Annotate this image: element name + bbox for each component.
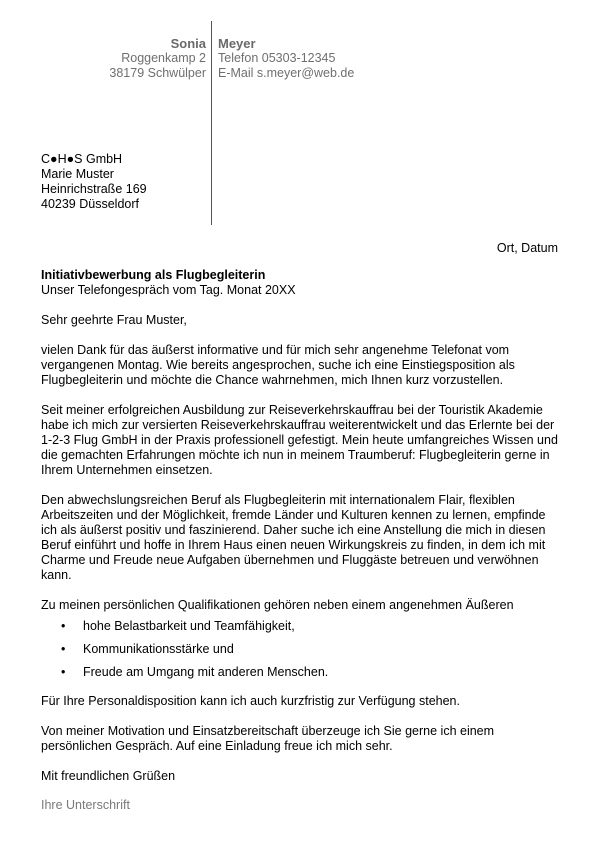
qualifications-list	[41, 619, 561, 680]
place-date: Ort, Datum	[496, 241, 558, 255]
recipient-company: C●H●S GmbH	[41, 152, 123, 166]
sender-city: 38179 Schwülper	[109, 66, 206, 80]
sender-street: Roggenkamp 2	[121, 51, 206, 65]
paragraph-qualifications-intro: Zu meinen persönlichen Qualifikationen gehören neben einem angenehmen Äußeren	[41, 598, 514, 612]
sender-last-name: Meyer	[218, 36, 256, 51]
sender-email: E-Mail s.meyer@web.de	[218, 66, 355, 80]
bullet-icon: •	[61, 665, 66, 679]
list-item-text: Kommunikationsstärke und	[83, 642, 234, 656]
recipient-street: Heinrichstraße 169	[41, 182, 147, 196]
recipient-contact: Marie Muster	[41, 167, 114, 181]
list-item-text: hohe Belastbarkeit und Teamfähigkeit,	[83, 619, 295, 633]
bullet-icon: •	[61, 619, 66, 633]
paragraph-experience: Seit meiner erfolgreichen Ausbildung zur Reiseverkehrskauffrau bei der Touristik Akademie habe ich mich zur versierten Reiseverkehrskauffrau weiterentwickelt und das Erlernte bei der 1-2-3 Flug GmbH in der Praxis professionell gefestigt. Mein heute umfangreiches Wissen und die gemachten Erfahrungen möchte ich nun in meinem Traumberuf: Flugbegleiterin gerne in Ihrem Unternehmen einsetzen.	[41, 403, 558, 477]
closing-greeting: Mit freundlichen Grüßen	[41, 769, 176, 783]
list-item	[41, 665, 561, 680]
reference-line: Unser Telefongespräch vom Tag. Monat 20XX	[41, 283, 296, 297]
signature: Ihre Unterschrift	[41, 798, 130, 812]
list-item	[41, 642, 561, 657]
paragraph-closing: Von meiner Motivation und Einsatzbereitschaft überzeuge ich Sie gerne ich einem persönlichen Gespräch. Auf eine Einladung freue ich mich sehr.	[41, 724, 495, 753]
paragraph-availability: Für Ihre Personaldisposition kann ich auch kurzfristig zur Verfügung stehen.	[41, 694, 460, 708]
sender-phone: Telefon 05303-12345	[218, 51, 336, 65]
sender-contact-block	[218, 36, 354, 81]
recipient-address	[41, 152, 147, 212]
salutation: Sehr geehrte Frau Muster,	[41, 313, 187, 327]
list-item	[41, 619, 561, 634]
recipient-city: 40239 Düsseldorf	[41, 197, 139, 211]
sender-address-block	[60, 36, 206, 81]
bullet-icon: •	[61, 642, 66, 656]
letterhead-divider	[211, 21, 212, 225]
paragraph-intro: vielen Dank für das äußerst informative und für mich sehr angenehme Telefonat vom vergangenen Montag. Wie bereits angesprochen, suche ich eine Einstiegsposition als Flugbegleiterin und möchte die Chance wahrnehmen, mich Ihnen kurz vorzustellen.	[41, 343, 515, 387]
sender-first-name: Sonia	[170, 36, 206, 51]
list-item-text: Freude am Umgang mit anderen Menschen.	[83, 665, 329, 679]
paragraph-motivation: Den abwechslungsreichen Beruf als Flugbegleiterin mit internationalem Flair, flexiblen Arbeitszeiten und der Möglichkeit, fremde Länder und Kulturen kennen zu lernen, empfinde ich als äußerst positiv und faszinierend. Daher suche ich eine Anstellung die mich in diesen Beruf einführt und hoffe in Ihrem Haus einen neuen Wirkungskreis zu finden, in dem ich mit Charme und Freude neue Aufgaben übernehmen und Fluggäste betreuen und verwöhnen kann.	[41, 493, 546, 582]
subject-line: Initiativbewerbung als Flugbegleiterin	[41, 268, 266, 282]
letter-body	[41, 268, 561, 813]
